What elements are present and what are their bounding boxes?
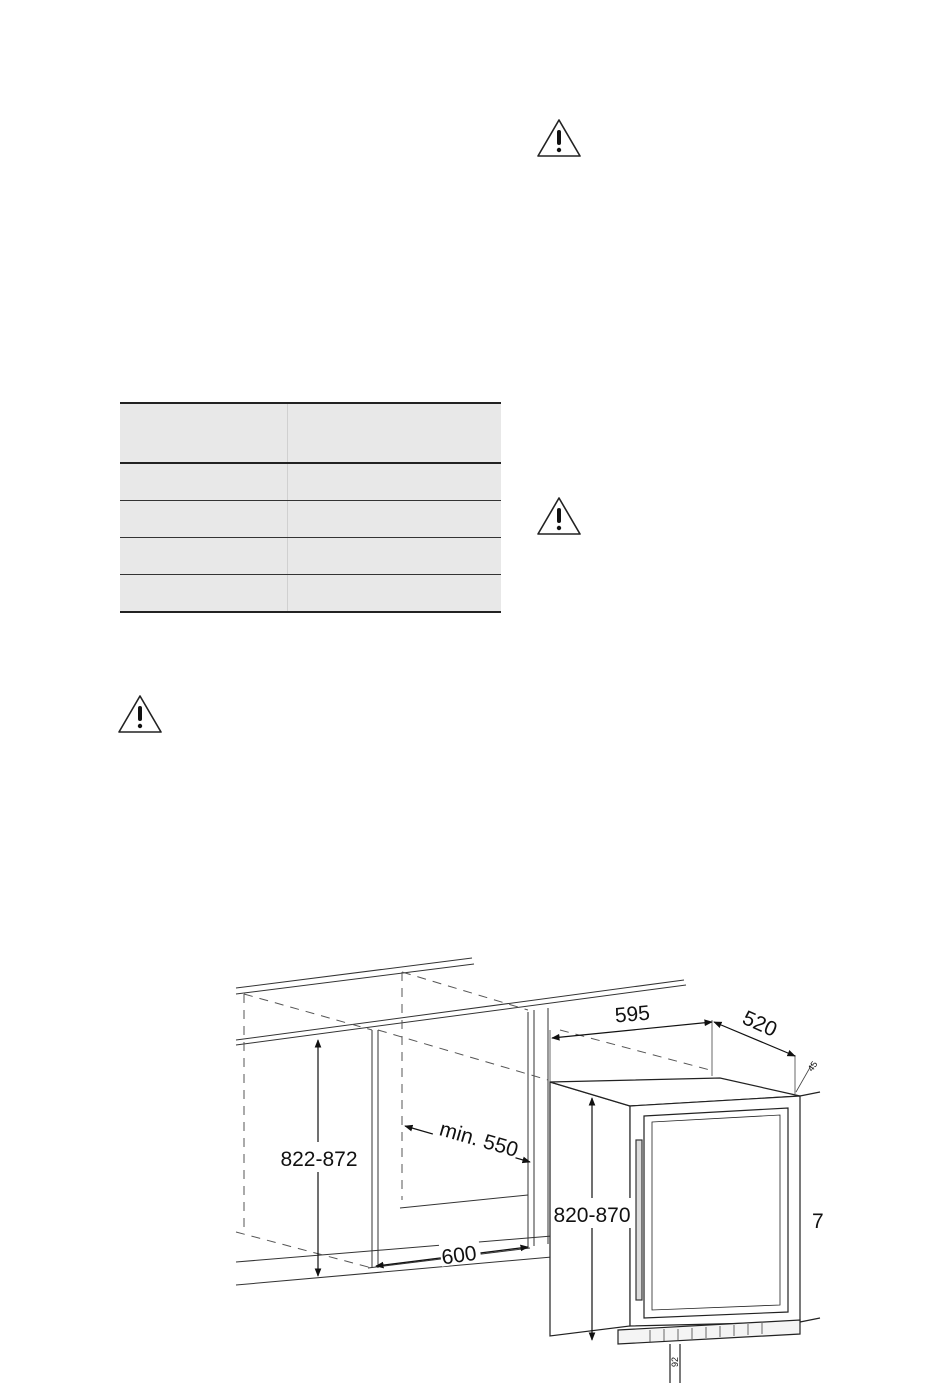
table-cell [288,575,502,613]
installation-dimensions-diagram [0,940,950,1383]
table-cell [288,538,502,575]
warning-triangle-icon [536,496,582,536]
appliance-drawing [550,1078,820,1383]
appliance-depth-label: 520 [738,1006,781,1042]
door-gap-label: 45 [805,1059,820,1074]
table-row [120,538,501,575]
side-height-label: 7 [812,1210,824,1233]
niche-width-label: 600 [440,1241,479,1270]
table-header-row [120,403,501,463]
niche-height-label: 822-872 [280,1148,358,1171]
table-row [120,463,501,501]
warning-triangle-icon [536,118,582,158]
niche-depth-label: min. 550 [436,1117,521,1162]
plinth-height-label: 92 [670,1356,680,1368]
spec-table [120,402,501,613]
table-cell [120,463,288,501]
warning-icon [117,694,163,734]
warning-triangle-icon [117,694,163,734]
table-header-cell [120,403,288,463]
table-header-cell [288,403,502,463]
table-cell [120,501,288,538]
table-row [120,501,501,538]
table-row [120,575,501,613]
appliance-width-label: 595 [613,1001,651,1028]
appliance-height-label: 820-870 [553,1204,631,1227]
table-cell [120,575,288,613]
table-cell [120,538,288,575]
warning-icon [536,496,582,536]
table-cell [288,463,502,501]
table-cell [288,501,502,538]
warning-icon [536,118,582,158]
